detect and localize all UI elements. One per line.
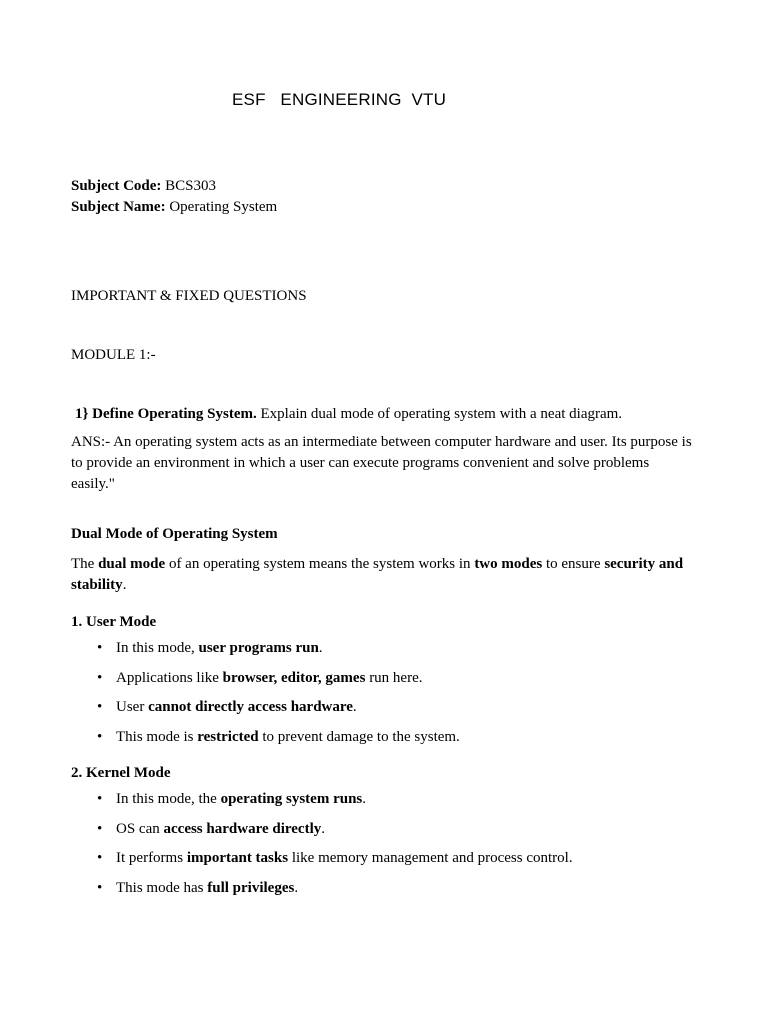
kernel-mode-heading-text: 2. Kernel Mode xyxy=(71,765,171,781)
subject-name-value: Operating System xyxy=(169,199,278,215)
subject-name-label: Subject Name: xyxy=(71,199,166,215)
answer-line-3: easily." xyxy=(71,476,115,492)
answer-line-1: ANS:- An operating system acts as an intermediate between computer hardware and user. Its purpose is xyxy=(71,434,692,450)
user-mode-list xyxy=(71,638,460,756)
bullet-icon: • xyxy=(97,669,103,686)
item-text: In this mode, xyxy=(116,640,199,656)
item-bold: full privileges xyxy=(207,879,295,896)
list-item xyxy=(71,878,573,908)
intro-bold: stability xyxy=(71,577,123,593)
dual-mode-heading-text: Dual Mode of Operating System xyxy=(71,526,278,542)
item-bold: user programs run xyxy=(198,640,319,656)
section-title: IMPORTANT & FIXED QUESTIONS xyxy=(71,288,307,304)
bullet-icon: • xyxy=(97,850,103,866)
item-text: User xyxy=(116,699,149,715)
subject-code-label: Subject Code: xyxy=(71,178,162,194)
kernel-mode-heading xyxy=(71,763,171,783)
list-item xyxy=(71,819,573,849)
intro-text: of an operating system means the system works in xyxy=(165,556,475,572)
item-text: . xyxy=(318,640,323,656)
user-mode-heading-text: 1. User Mode xyxy=(71,614,157,630)
list-item xyxy=(71,789,573,819)
item-text: . xyxy=(294,879,299,896)
list-item xyxy=(71,697,460,727)
bullet-icon: • xyxy=(97,820,103,837)
dual-mode-heading xyxy=(71,524,278,544)
item-text: run here. xyxy=(365,669,423,686)
item-text: . xyxy=(352,699,357,715)
bullet-icon: • xyxy=(97,640,103,656)
item-bold: important tasks xyxy=(186,850,289,866)
intro-bold: security and xyxy=(604,556,684,572)
item-text: OS can xyxy=(116,820,164,837)
question-text: Explain dual mode of operating system with a neat diagram. xyxy=(256,406,623,422)
item-bold: browser, editor, games xyxy=(222,669,366,686)
intro-text: to ensure xyxy=(542,556,605,572)
bullet-icon: • xyxy=(97,879,103,896)
dual-mode-intro-line-1 xyxy=(71,554,683,574)
list-item xyxy=(71,727,460,757)
subject-code-value: BCS303 xyxy=(165,178,217,194)
list-item xyxy=(71,638,460,668)
header-title: ESF ENGINEERING VTU xyxy=(232,90,447,109)
dual-mode-intro-line-2 xyxy=(71,575,126,595)
item-text: like memory management and process control. xyxy=(288,850,573,866)
user-mode-heading xyxy=(71,612,156,632)
question-number: 1} Define Operating System. xyxy=(75,406,257,422)
item-text: to prevent damage to the system. xyxy=(258,728,460,745)
item-text: Applications like xyxy=(116,669,223,686)
intro-bold: dual mode xyxy=(98,556,166,572)
item-text: This mode has xyxy=(116,879,208,896)
item-text: . xyxy=(362,791,366,807)
bullet-icon: • xyxy=(97,699,103,715)
item-bold: access hardware directly xyxy=(163,820,322,837)
module-title: MODULE 1:- xyxy=(71,347,156,363)
intro-text: The xyxy=(71,556,99,572)
question-1 xyxy=(75,404,622,424)
subject-name-line xyxy=(71,197,277,217)
item-text: It performs xyxy=(116,850,187,866)
item-text: This mode is xyxy=(116,728,198,745)
item-text: In this mode, the xyxy=(116,791,221,807)
bullet-icon: • xyxy=(97,791,103,807)
intro-bold: two modes xyxy=(474,556,543,572)
list-item xyxy=(71,848,573,878)
list-item xyxy=(71,668,460,698)
item-bold: operating system runs xyxy=(220,791,363,807)
subject-code-line xyxy=(71,176,216,196)
kernel-mode-list xyxy=(71,789,573,907)
item-bold: cannot directly access hardware xyxy=(148,699,353,715)
answer-line-2: to provide an environment in which a user can execute programs convenient and solve problems xyxy=(71,455,650,471)
intro-text: . xyxy=(122,577,127,593)
item-bold: restricted xyxy=(197,728,259,745)
item-text: . xyxy=(321,820,325,837)
bullet-icon: • xyxy=(97,728,103,745)
